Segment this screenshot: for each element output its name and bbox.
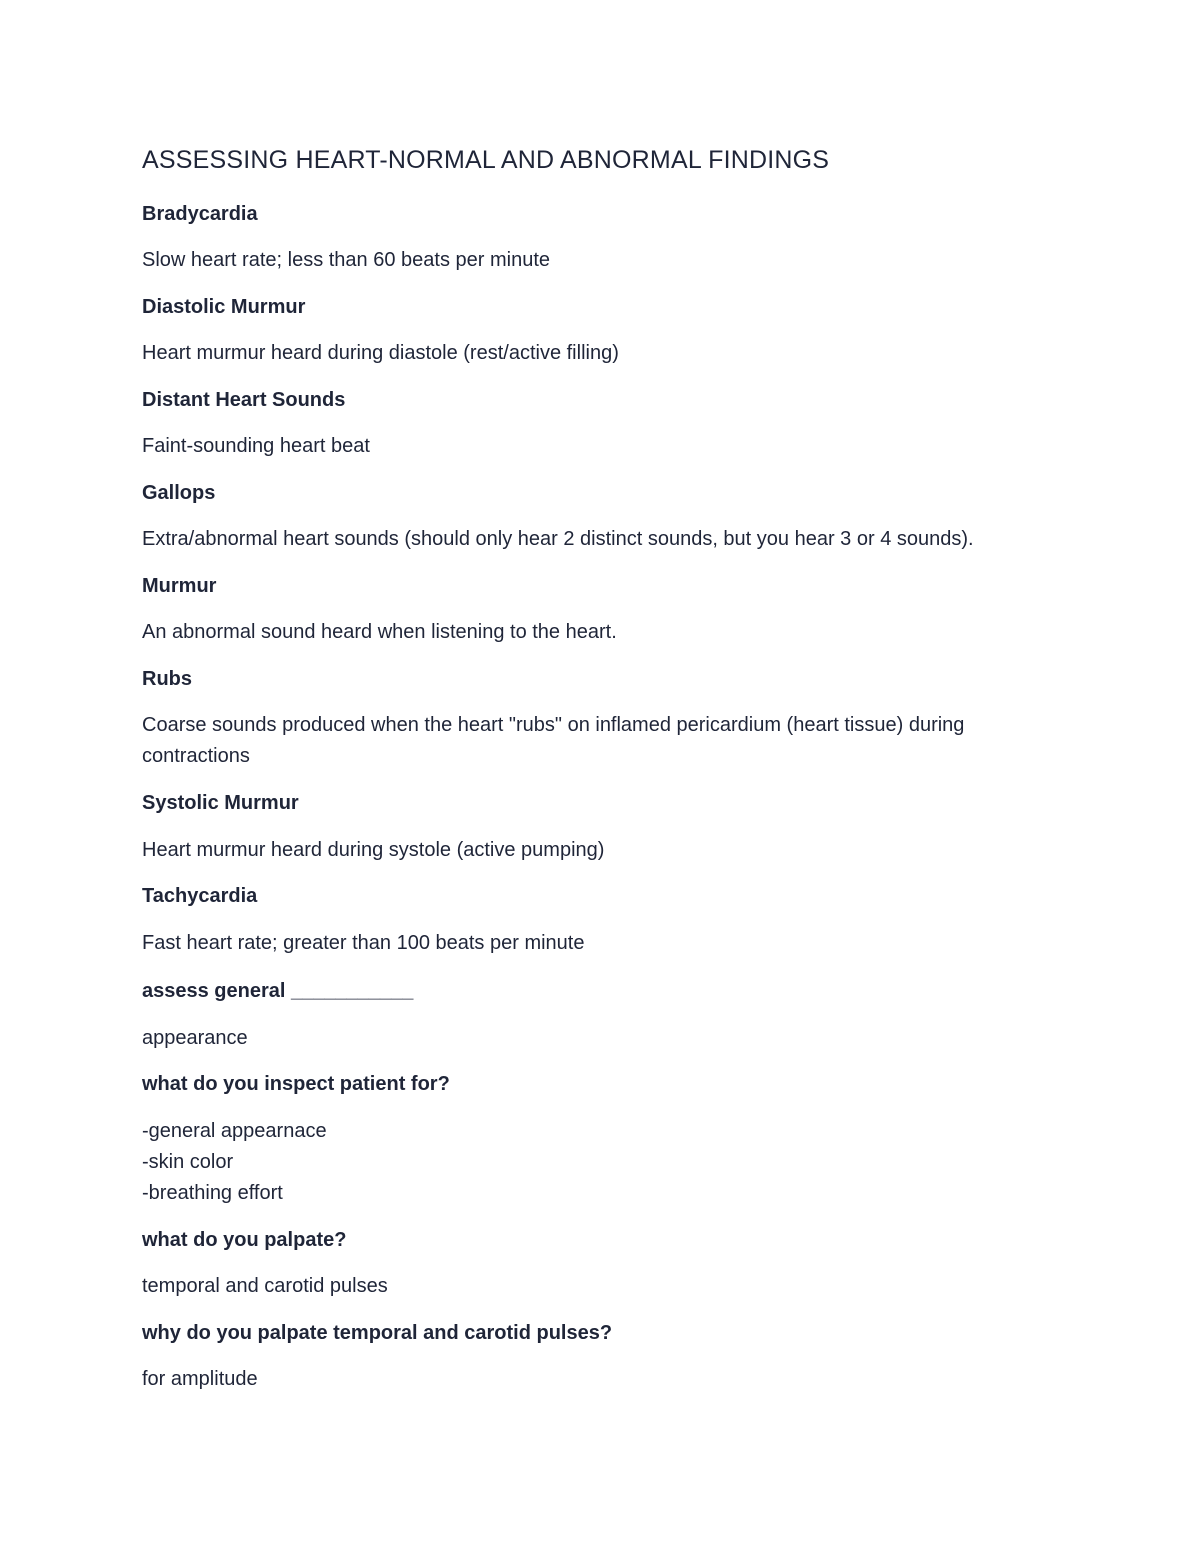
- answer-inspect-patient: [142, 1116, 1062, 1209]
- answer-assess-general: [142, 1023, 1062, 1054]
- definition-tachycardia: [142, 928, 1062, 959]
- term-murmur: Murmur: [142, 575, 217, 597]
- definition-line: Fast heart rate; greater than 100 beats per minute: [142, 932, 585, 954]
- definition-line: Slow heart rate; less than 60 beats per minute: [142, 249, 551, 271]
- definition-line: -general appearnace: [142, 1120, 327, 1142]
- definition-murmur: [142, 617, 1062, 648]
- definition-bradycardia: [142, 245, 1062, 276]
- definition-line: Coarse sounds produced when the heart "rubs" on inflamed pericardium (heart tissue) during: [142, 714, 965, 736]
- question-palpate: what do you palpate?: [142, 1229, 347, 1251]
- question-inspect-patient: what do you inspect patient for?: [142, 1073, 450, 1095]
- definition-line: for amplitude: [142, 1368, 258, 1390]
- definition-line: Heart murmur heard during diastole (rest/active filling): [142, 342, 619, 364]
- page-title: ASSESSING HEART-NORMAL AND ABNORMAL FINDINGS: [142, 146, 830, 174]
- definition-line: Extra/abnormal heart sounds (should only hear 2 distinct sounds, but you hear 3 or 4 sounds).: [142, 528, 974, 550]
- definition-line: temporal and carotid pulses: [142, 1275, 388, 1297]
- definition-line: Heart murmur heard during systole (active pumping): [142, 839, 605, 861]
- answer-why-palpate: [142, 1364, 1062, 1395]
- definition-line: -breathing effort: [142, 1182, 283, 1204]
- term-bradycardia: Bradycardia: [142, 203, 258, 225]
- definition-line: -skin color: [142, 1151, 234, 1173]
- answer-palpate: [142, 1271, 1062, 1302]
- term-distant-heart-sounds: Distant Heart Sounds: [142, 389, 346, 411]
- definition-rubs: [142, 710, 1062, 772]
- term-gallops: Gallops: [142, 482, 216, 504]
- definition-line: contractions: [142, 745, 250, 767]
- term-systolic-murmur: Systolic Murmur: [142, 792, 299, 814]
- question-assess-general: assess general ___________: [142, 980, 414, 1002]
- definition-gallops: [142, 524, 1062, 555]
- definition-line: An abnormal sound heard when listening to the heart.: [142, 621, 617, 643]
- question-why-palpate: why do you palpate temporal and carotid pulses?: [142, 1322, 613, 1344]
- term-diastolic-murmur: Diastolic Murmur: [142, 296, 306, 318]
- definition-diastolic-murmur: [142, 338, 1062, 369]
- term-tachycardia: Tachycardia: [142, 885, 258, 907]
- term-rubs: Rubs: [142, 668, 192, 690]
- definition-line: appearance: [142, 1027, 248, 1049]
- definition-distant-heart-sounds: [142, 431, 1062, 462]
- definition-line: Faint-sounding heart beat: [142, 435, 370, 457]
- definition-systolic-murmur: [142, 835, 1062, 866]
